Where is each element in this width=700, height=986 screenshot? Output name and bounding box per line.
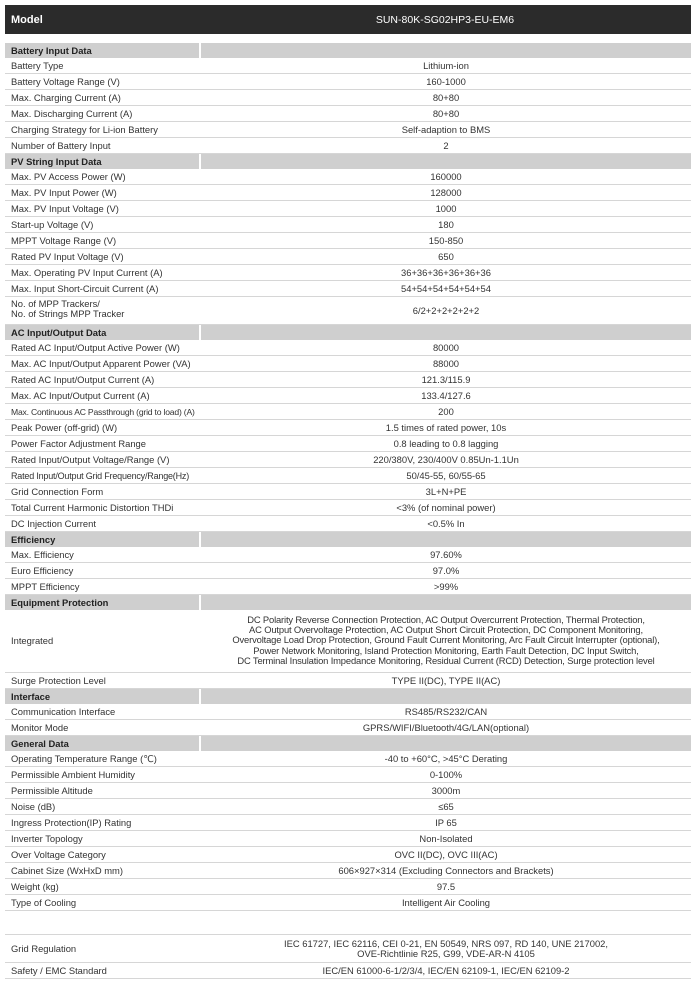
spec-value: 80+80 [432, 91, 460, 103]
spec-value: 220/380V, 230/400V 0.85Un-1.1Un [373, 453, 519, 465]
spec-value: 6/2+2+2+2+2+2 [412, 304, 480, 316]
spec-row-mppt-range [5, 233, 691, 249]
spec-label: Communication Interface [11, 705, 116, 717]
spec-value-line: OVE-Richtlinie R25, G99, VDE-AR-N 4105 [357, 948, 535, 960]
spec-row-safety-emc [5, 963, 691, 979]
spec-row-pv-access [5, 169, 691, 185]
spec-value: <3% (of nominal power) [396, 501, 496, 513]
spec-row-dc-injection [5, 516, 691, 532]
spec-row-cooling [5, 895, 691, 911]
spec-value: 128000 [430, 186, 462, 198]
model-header-row [5, 5, 691, 34]
spec-row-surge [5, 673, 691, 689]
spec-label-line: No. of Strings MPP Tracker [11, 308, 125, 319]
spec-value: 50/45-55, 60/55-65 [406, 469, 486, 481]
spec-label: Permissible Altitude [11, 784, 93, 796]
spec-label: Power Factor Adjustment Range [11, 437, 146, 449]
spec-label: Type of Cooling [11, 896, 77, 908]
spec-row-startup-voltage [5, 217, 691, 233]
spec-row-rated-ac-active [5, 340, 691, 356]
spec-label [5, 297, 199, 324]
spec-label: Rated Input/Output Voltage/Range (V) [11, 453, 170, 465]
spec-value-line: DC Polarity Reverse Connection Protection, AC Output Overcurrent Protection, Thermal Protection, [247, 614, 645, 625]
spec-value: 1.5 times of rated power, 10s [385, 421, 507, 433]
spec-row-noise [5, 799, 691, 815]
spec-label-line: No. of MPP Trackers/ [11, 298, 100, 309]
spec-row-max-efficiency [5, 547, 691, 563]
spec-label: Charging Strategy for Li-ion Battery [11, 123, 158, 135]
spec-row-max-short-circuit [5, 281, 691, 297]
spec-value-line: Power Network Monitoring, Island Protection Monitoring, Earth Fault Detection, DC Input Switch, [253, 644, 639, 656]
spec-row-humidity [5, 767, 691, 783]
spec-label: Max. Continuous AC Passthrough (grid to load) (A) [11, 406, 195, 417]
spec-label: Number of Battery Input [11, 139, 111, 151]
spec-row-max-ac-apparent [5, 356, 691, 372]
spec-value: OVC II(DC), OVC III(AC) [394, 848, 498, 860]
spec-row-operating-temp [5, 751, 691, 767]
spec-label: Peak Power (off-grid) (W) [11, 421, 118, 433]
spec-label: Rated AC Input/Output Current (A) [11, 373, 155, 385]
section-title: Equipment Protection [5, 595, 199, 610]
section-general-data [5, 736, 691, 751]
spec-value: 3000m [431, 784, 461, 796]
section-title: Battery Input Data [5, 43, 199, 58]
spec-row-integrated [5, 610, 691, 673]
spec-row-monitor-mode [5, 720, 691, 736]
spec-label: Monitor Mode [11, 721, 69, 733]
section-ac-data [5, 325, 691, 340]
spec-value: Self-adaption to BMS [401, 123, 491, 135]
spec-label: Grid Regulation [11, 942, 77, 954]
section-pv-input [5, 154, 691, 169]
spec-value: 80+80 [432, 107, 460, 119]
spec-value: IP 65 [435, 816, 457, 828]
section-title: General Data [5, 736, 199, 751]
spec-label: Cabinet Size (WxHxD mm) [11, 864, 123, 876]
spec-row-pv-input-power [5, 185, 691, 201]
spec-label: Max. PV Input Power (W) [11, 186, 117, 198]
spec-row-topology [5, 831, 691, 847]
spec-value: 1000 [435, 202, 457, 214]
spec-row-mpp-trackers [5, 297, 691, 325]
spec-label: Rated Input/Output Grid Frequency/Range(Hz) [11, 470, 189, 481]
spec-value: 97.60% [430, 548, 462, 560]
section-title: Efficiency [5, 532, 199, 547]
section-title: Interface [5, 689, 199, 704]
spec-value: 133.4/127.6 [421, 389, 471, 401]
spec-row-max-passthrough [5, 404, 691, 420]
section-battery-input [5, 43, 691, 58]
spec-value-line: Overvoltage Load Drop Protection, Ground Fault Current Monitoring, Arc Fault Circuit Interrupter (optional), [232, 634, 660, 646]
spec-value [201, 610, 691, 672]
spec-label: Over Voltage Category [11, 848, 106, 860]
spec-label: Operating Temperature Range (℃) [11, 752, 157, 764]
spec-label: MPPT Voltage Range (V) [11, 234, 117, 246]
spec-value: 650 [438, 250, 454, 262]
spec-value: Intelligent Air Cooling [401, 896, 491, 908]
spec-label: Max. Efficiency [11, 548, 74, 560]
section-equipment-protection [5, 595, 691, 610]
spec-value: TYPE II(DC), TYPE II(AC) [391, 674, 501, 686]
spec-value: 180 [438, 218, 454, 230]
spec-value: >99% [433, 580, 459, 592]
spec-row-charging-strategy [5, 122, 691, 138]
spec-label: Surge Protection Level [11, 674, 106, 686]
spec-value: 121.3/115.9 [421, 373, 471, 385]
spec-label: Ingress Protection(IP) Rating [11, 816, 132, 828]
spec-label: DC Injection Current [11, 517, 96, 529]
spec-value: 2 [443, 139, 449, 151]
spec-value: -40 to +60°C, >45°C Derating [384, 752, 508, 764]
spec-row-rated-ac-current [5, 372, 691, 388]
spec-label: Euro Efficiency [11, 564, 74, 576]
spec-row-rated-voltage-range [5, 452, 691, 468]
spec-label: Max. PV Input Voltage (V) [11, 202, 119, 214]
spec-value: 0.8 leading to 0.8 lagging [393, 437, 499, 449]
spec-row-grid-frequency [5, 468, 691, 484]
spec-label: Rated AC Input/Output Active Power (W) [11, 341, 180, 353]
spec-label: Safety / EMC Standard [11, 964, 107, 976]
spec-label: Noise (dB) [11, 800, 56, 812]
spec-label: Max. AC Input/Output Current (A) [11, 389, 150, 401]
spec-label: Total Current Harmonic Distortion THDi [11, 501, 174, 513]
spec-value-line: IEC 61727, IEC 62116, CEI 0-21, EN 50549, NRS 097, RD 140, UNE 217002, [284, 938, 608, 949]
spec-value: Non-Isolated [419, 832, 473, 844]
spec-row-cabinet-size [5, 863, 691, 879]
spec-row-altitude [5, 783, 691, 799]
spec-row-weight [5, 879, 691, 895]
spec-label: Inverter Topology [11, 832, 83, 844]
spec-row-euro-efficiency [5, 563, 691, 579]
spec-label: Max. AC Input/Output Apparent Power (VA) [11, 357, 191, 369]
spec-row-max-charging [5, 90, 691, 106]
spec-row-ip-rating [5, 815, 691, 831]
section-title: AC Input/Output Data [5, 325, 199, 340]
spec-label: Integrated [11, 635, 54, 646]
spec-row-max-discharging [5, 106, 691, 122]
spec-label: Weight (kg) [11, 880, 59, 892]
spec-row-grid-regulation [5, 935, 691, 963]
spec-row-mppt-efficiency [5, 579, 691, 595]
spec-row-communication [5, 704, 691, 720]
spec-row-max-op-current [5, 265, 691, 281]
spec-row-pf-range [5, 436, 691, 452]
spec-value-line: AC Output Overvoltage Protection, AC Output Short Circuit Protection, DC Component Monitoring, [249, 624, 643, 636]
spec-value: 97.0% [432, 564, 460, 576]
spec-value: 200 [438, 405, 454, 417]
spec-label: Max. PV Access Power (W) [11, 170, 126, 182]
spec-row-over-voltage [5, 847, 691, 863]
spec-value: RS485/RS232/CAN [404, 705, 488, 717]
spec-label: Max. Operating PV Input Current (A) [11, 266, 163, 278]
model-label: Model [11, 13, 43, 26]
spec-value: <0.5% In [427, 517, 465, 529]
spec-label: Battery Type [11, 59, 64, 71]
spec-value: 80000 [432, 341, 460, 353]
section-title: PV String Input Data [5, 154, 199, 169]
spec-value: 3L+N+PE [425, 485, 467, 497]
spec-row-rated-pv-voltage [5, 249, 691, 265]
spec-value: 88000 [432, 357, 460, 369]
spec-row-grid-form [5, 484, 691, 500]
spec-value [201, 935, 691, 962]
spec-value: Lithium-ion [423, 59, 469, 71]
spec-label: Max. Input Short-Circuit Current (A) [11, 282, 159, 294]
section-interface [5, 689, 691, 704]
spec-row-max-ac-current [5, 388, 691, 404]
spec-value: 150-850 [428, 234, 464, 246]
spec-value-line: DC Terminal Insulation Impedance Monitoring, Residual Current (RCD) Detection, Surge protection level [237, 654, 655, 666]
spec-value: 160000 [430, 170, 462, 182]
spec-row-pv-input-voltage [5, 201, 691, 217]
spec-value: GPRS/WIFI/Bluetooth/4G/LAN(optional) [362, 721, 530, 733]
spec-value: IEC/EN 61000-6-1/2/3/4, IEC/EN 62109-1, IEC/EN 62109-2 [322, 964, 570, 976]
spec-label: Start-up Voltage (V) [11, 218, 94, 230]
model-value: SUN-80K-SG02HP3-EU-EM6 [375, 13, 515, 26]
spec-value: 54+54+54+54+54+54 [401, 282, 491, 294]
spec-label: MPPT Efficiency [11, 580, 80, 592]
spec-label: Rated PV Input Voltage (V) [11, 250, 124, 262]
spec-value: 0-100% [429, 768, 463, 780]
spec-row-battery-voltage [5, 74, 691, 90]
spec-label: Permissible Ambient Humidity [11, 768, 135, 780]
spec-value: 160-1000 [426, 75, 466, 87]
spec-value: 97.5 [436, 880, 456, 892]
spec-row-peak-power [5, 420, 691, 436]
spec-label: Max. Discharging Current (A) [11, 107, 133, 119]
section-efficiency [5, 532, 691, 547]
spec-row-num-battery [5, 138, 691, 154]
spec-row-battery-type [5, 58, 691, 74]
spec-row-thdi [5, 500, 691, 516]
spec-value: 36+36+36+36+36+36 [401, 266, 491, 278]
spec-label: Max. Charging Current (A) [11, 91, 121, 103]
spec-value: 606×927×314 (Excluding Connectors and Brackets) [338, 864, 554, 876]
spec-label: Battery Voltage Range (V) [11, 75, 120, 87]
spec-label: Grid Connection Form [11, 485, 104, 497]
spec-value: ≤65 [438, 800, 454, 812]
